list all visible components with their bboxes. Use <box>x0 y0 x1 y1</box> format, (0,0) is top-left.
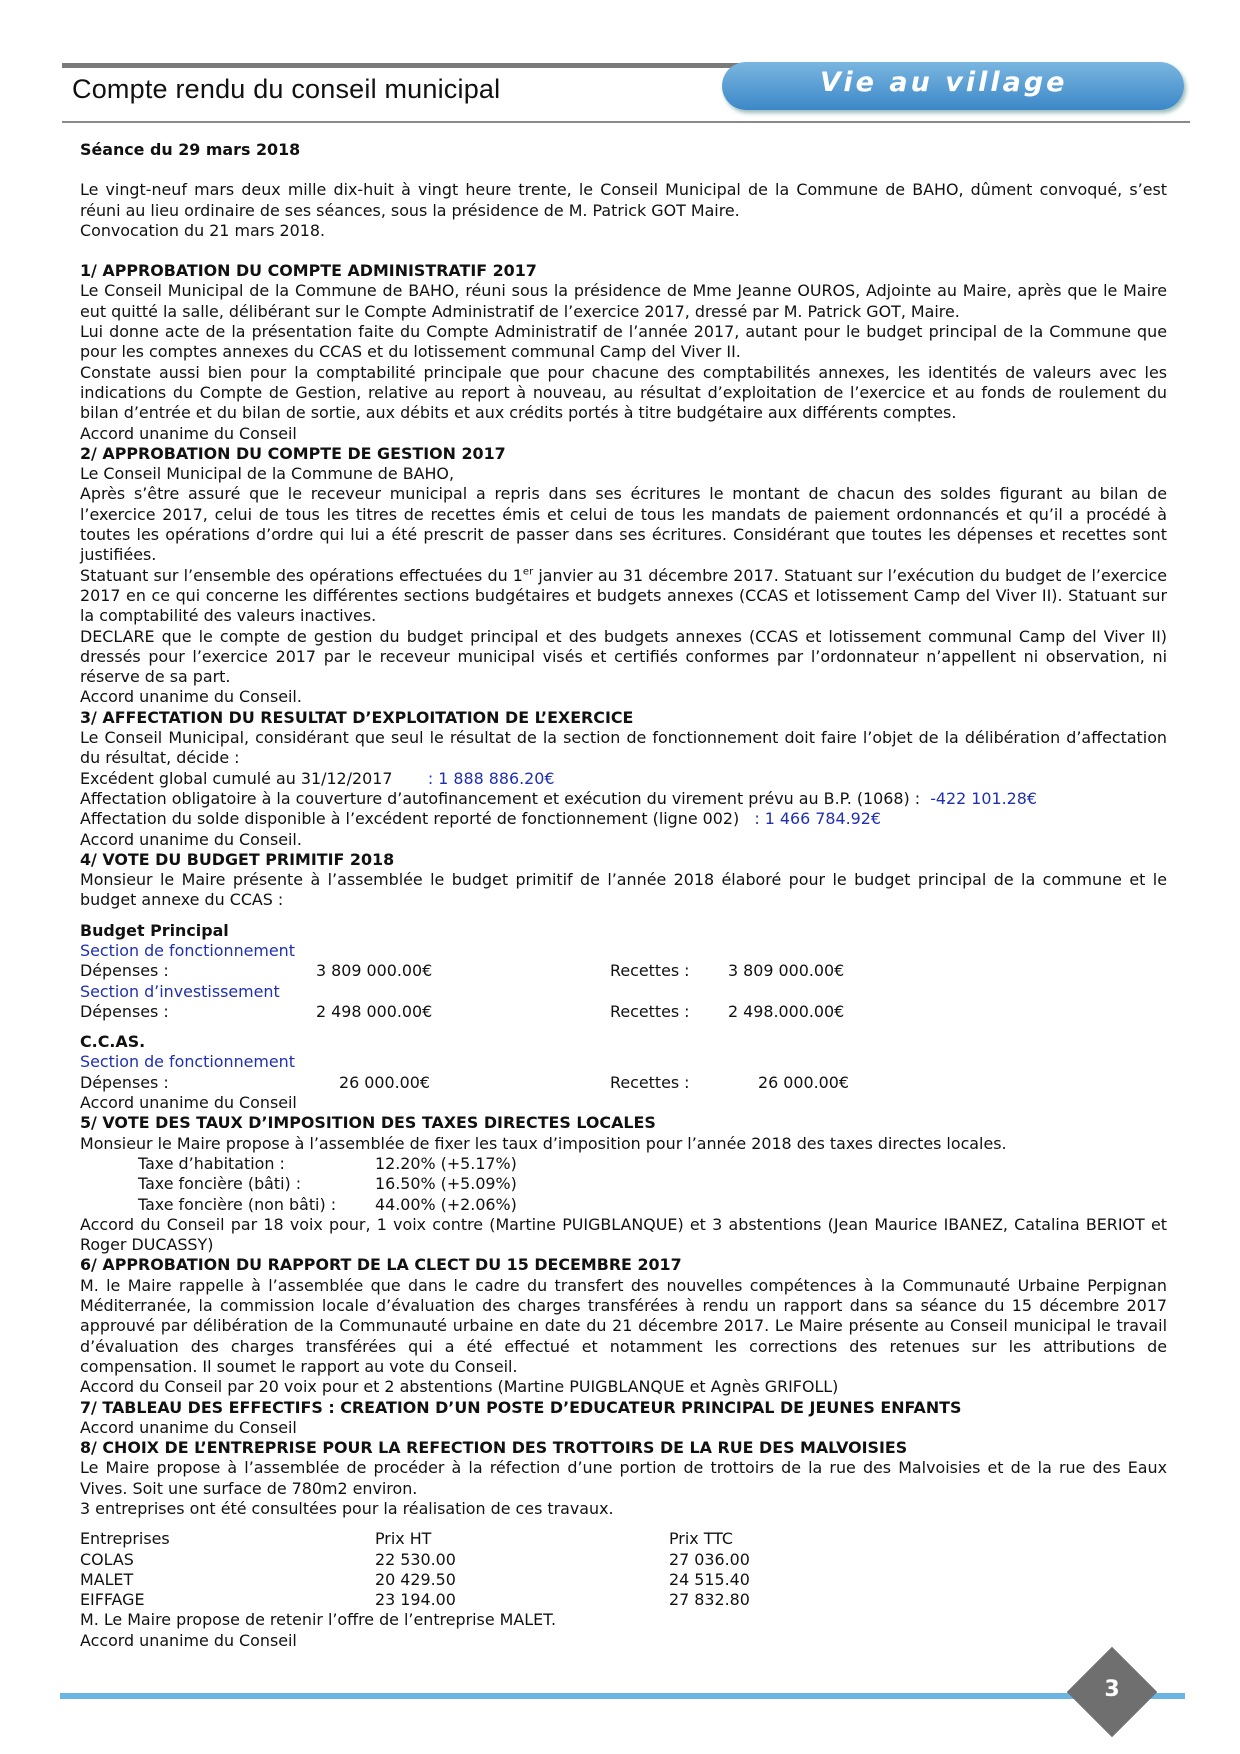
section-fonctionnement-label: Section de fonctionnement <box>80 940 295 960</box>
revenue-value: 26 000.00€ <box>758 1072 849 1092</box>
table-row <box>80 1590 1167 1610</box>
table-cell: 27 832.80 <box>669 1590 750 1610</box>
spacer <box>80 241 1167 261</box>
section-1-paragraph: Lui donne acte de la présentation faite du Compte Administratif de l’année 2017, autant pour le budget principal de la Commune que pour les comptes annexes du CCAS et du lotissement communal Camp del Viver II. <box>80 322 1167 362</box>
seance-date: Séance du 29 mars 2018 <box>80 140 301 159</box>
tax-label: Taxe foncière (non bâti) : <box>138 1194 337 1214</box>
revenue-label: Recettes : <box>610 961 690 981</box>
ccas-title: C.C.AS. <box>80 1032 146 1052</box>
intro-paragraph: Le vingt-neuf mars deux mille dix-huit à vingt heure trente, le Conseil Municipal de la Commune de BAHO, dûment convoqué, s’est réuni au lieu ordinaire de ses séances, sous la présidence de M. Patrick GOT Maire. <box>80 180 1167 220</box>
section-5-vote: Accord du Conseil par 18 voix pour, 1 voix contre (Martine PUIGBLANQUE) et 3 abstentions (Jean Maurice IBANEZ, Catalina BERIOT et Roger DUCASSY) <box>80 1214 1167 1255</box>
section-3-line <box>80 789 1167 809</box>
amount: : 1 888 886.20€ <box>427 768 555 788</box>
expense-value: 26 000.00€ <box>339 1072 430 1092</box>
tax-row <box>80 1174 1167 1194</box>
revenue-value: 3 809 000.00€ <box>728 961 845 981</box>
table-cell: MALET <box>80 1569 134 1589</box>
header-rule-top <box>62 63 742 68</box>
section-4-vote: Accord unanime du Conseil <box>80 1093 297 1113</box>
table-cell: 23 194.00 <box>375 1590 456 1610</box>
section-tab-label: Vie au village <box>820 67 1068 98</box>
section-2-paragraph: DECLARE que le compte de gestion du budget principal et des budgets annexes (CCAS et lotissement communal Camp del Viver II) dressés pour l’exercice 2017 par le receveur municipal visés et certifiés conformes par l’ordonnateur n’appellent ni observation, ni réserve de sa part. <box>80 626 1167 687</box>
table-row <box>80 1570 1167 1590</box>
section-2-title: 2/ APPROBATION DU COMPTE DE GESTION 2017 <box>80 443 506 463</box>
expense-value: 2 498 000.00€ <box>316 1001 433 1021</box>
section-3-vote: Accord unanime du Conseil. <box>80 829 302 849</box>
section-8-title: 8/ CHOIX DE L’ENTREPRISE POUR LA REFECTION DES TROTTOIRS DE LA RUE DES MALVOISIES <box>80 1438 908 1458</box>
convocation-line: Convocation du 21 mars 2018. <box>80 220 326 240</box>
section-3-line <box>80 809 1167 829</box>
section-1-title: 1/ APPROBATION DU COMPTE ADMINISTRATIF 2017 <box>80 261 537 281</box>
section-6-paragraph: M. le Maire rappelle à l’assemblée que dans le cadre du transfert des nouvelles compétences à la Communauté Urbaine Perpignan Méditerranée, la commission locale d’évaluation des charges transférées à rendu un rapport dans sa séance du 15 décembre 2017 approuvé par délibération de la Communauté urbaine en date du 21 décembre 2017. Le Maire présente au Conseil municipal le travail d’évaluation des charges transférées qui a été effectué et notamment les corrections des retenues sur les attributions de compensation. Il soumet le rapport au vote du Conseil. <box>80 1275 1167 1376</box>
revenue-label: Recettes : <box>610 1001 690 1021</box>
amount: : 1 466 784.92€ <box>754 809 882 829</box>
tax-rate: 44.00% (+2.06%) <box>375 1194 517 1214</box>
section-8-paragraph: M. Le Maire propose de retenir l’offre de l’entreprise MALET. <box>80 1610 557 1630</box>
section-8-paragraph: Le Maire propose à l’assemblée de procéder à la réfection d’une portion de trottoirs de la rue des Malvoisies et de la rue des Eaux Vives. Soit une surface de 780m2 environ. <box>80 1458 1167 1498</box>
amount: -422 101.28€ <box>930 788 1038 808</box>
table-cell: 22 530.00 <box>375 1549 456 1569</box>
section-7-vote: Accord unanime du Conseil <box>80 1417 297 1437</box>
page-number: 3 <box>1104 1677 1120 1702</box>
tax-row <box>80 1195 1167 1215</box>
section-8-vote: Accord unanime du Conseil <box>80 1630 297 1650</box>
section-2-paragraph <box>80 566 1167 627</box>
table-row <box>80 1550 1167 1570</box>
spacer <box>80 1519 1167 1529</box>
section-1-paragraph: Le Conseil Municipal de la Commune de BAHO, réuni sous la présidence de Mme Jeanne OUROS, Adjointe au Maire, après que le Maire eut quitté la salle, délibérant sur le Compte Administratif de l’exercice 2017, dressé par M. Patrick GOT, Maire. <box>80 281 1167 321</box>
section-6-title: 6/ APPROBATION DU RAPPORT DE LA CLECT DU 15 DECEMBRE 2017 <box>80 1255 682 1275</box>
section-1-paragraph: Constate aussi bien pour la comptabilité principale que pour chacune des comptabilités annexes, les identités de valeurs avec les indications du Compte de Gestion, relative au report à nouveau, au résultat d’exploitation de l’exercice et au fonds de roulement du bilan d’entrée et du bilan de sortie, aux débits et aux crédits portés à titre budgétaire aux différents comptes. <box>80 362 1167 423</box>
expense-label: Dépenses : <box>80 1001 169 1021</box>
tax-row <box>80 1154 1167 1174</box>
section-3-title: 3/ AFFECTATION DU RESULTAT D’EXPLOITATION DE L’EXERCICE <box>80 707 634 727</box>
section-8-paragraph: 3 entreprises ont été consultées pour la réalisation de ces travaux. <box>80 1499 614 1518</box>
section-5-paragraph: Monsieur le Maire propose à l’assemblée de fixer les taux d’imposition pour l’année 2018 des taxes directes locales. <box>80 1133 1007 1153</box>
table-cell: 20 429.50 <box>375 1569 456 1589</box>
expense-label: Dépenses : <box>80 1072 169 1092</box>
section-2-vote: Accord unanime du Conseil. <box>80 687 302 707</box>
superscript: er <box>522 566 534 578</box>
revenue-label: Recettes : <box>610 1072 690 1092</box>
spacer <box>80 911 1167 921</box>
text: Statuant sur l’ensemble des opérations effectuées du 1 <box>80 565 523 585</box>
header-rule-bottom <box>62 121 1190 123</box>
tax-rate: 12.20% (+5.17%) <box>375 1153 517 1173</box>
section-4-title: 4/ VOTE DU BUDGET PRIMITIF 2018 <box>80 849 395 869</box>
tax-rate: 16.50% (+5.09%) <box>375 1174 517 1194</box>
tax-label: Taxe d’habitation : <box>138 1153 285 1173</box>
section-2-paragraph: Le Conseil Municipal de la Commune de BAHO, <box>80 464 454 484</box>
budget-principal-title: Budget Principal <box>80 920 229 940</box>
spacer <box>80 1022 1167 1032</box>
section-investissement-label: Section d’investissement <box>80 981 280 1001</box>
section-2-paragraph: Après s’être assuré que le receveur municipal a repris dans ses écritures le montant de chacun des soldes figurant au bilan de l’exercice 2017, celui de tous les titres de recettes émis et celui de tous les mandats de paiement ordonnancés et qu’il a procédé à toutes les opérations d’ordre qui lui a été prescrit de passer dans ses écritures. Considérant que toutes les dépenses et recettes sont justifiées. <box>80 484 1167 565</box>
revenue-value: 2 498.000.00€ <box>728 1001 845 1021</box>
column-header: Prix HT <box>375 1529 432 1549</box>
budget-row <box>80 1002 1167 1022</box>
column-header: Entreprises <box>80 1529 170 1549</box>
section-5-title: 5/ VOTE DES TAUX D’IMPOSITION DES TAXES DIRECTES LOCALES <box>80 1113 656 1133</box>
expense-label: Dépenses : <box>80 961 169 981</box>
budget-row <box>80 961 1167 981</box>
table-cell: COLAS <box>80 1549 134 1569</box>
section-1-vote: Accord unanime du Conseil <box>80 423 297 443</box>
section-4-paragraph: Monsieur le Maire présente à l’assemblée le budget primitif de l’année 2018 élaboré pour le budget principal de la commune et le budget annexe du CCAS : <box>80 870 1167 910</box>
table-header-row <box>80 1529 1167 1549</box>
tax-label: Taxe foncière (bâti) : <box>138 1174 302 1194</box>
page-title: Compte rendu du conseil municipal <box>72 74 501 104</box>
table-cell: 24 515.40 <box>669 1569 750 1589</box>
footer-rule <box>60 1693 1185 1699</box>
column-header: Prix TTC <box>669 1529 734 1549</box>
section-3-line <box>80 769 1167 789</box>
table-cell: EIFFAGE <box>80 1590 145 1610</box>
section-6-vote: Accord du Conseil par 20 voix pour et 2 abstentions (Martine PUIGBLANQUE et Agnès GRIFOLL) <box>80 1377 839 1397</box>
spacer <box>80 160 1167 180</box>
label: Affectation obligatoire à la couverture d’autofinancement et exécution du virement prévu au B.P. (1068) : <box>80 788 921 808</box>
expense-value: 3 809 000.00€ <box>316 961 433 981</box>
section-7-title: 7/ TABLEAU DES EFFECTIFS : CREATION D’UN POSTE D’EDUCATEUR PRINCIPAL DE JEUNES ENFANTS <box>80 1397 962 1417</box>
section-3-paragraph: Le Conseil Municipal, considérant que seul le résultat de la section de fonctionnement doit faire l’objet de la délibération d’affectation du résultat, décide : <box>80 728 1167 768</box>
text: janvier au 31 décembre 2017. Statuant sur l’exécution du budget de l’exercice 2017 en ce qui concerne les différentes sections budgétaires et budgets annexes (CCAS et lotissement Camp del Viver II). Statuant sur la comptabilité des valeurs inactives. <box>80 565 1167 626</box>
label: Affectation du solde disponible à l’excédent reporté de fonctionnement (ligne 002) <box>80 809 740 829</box>
section-fonctionnement-label: Section de fonctionnement <box>80 1052 295 1072</box>
table-cell: 27 036.00 <box>669 1549 750 1569</box>
label: Excédent global cumulé au 31/12/2017 <box>80 768 393 788</box>
budget-row <box>80 1073 1167 1093</box>
document-body <box>80 140 1167 1651</box>
